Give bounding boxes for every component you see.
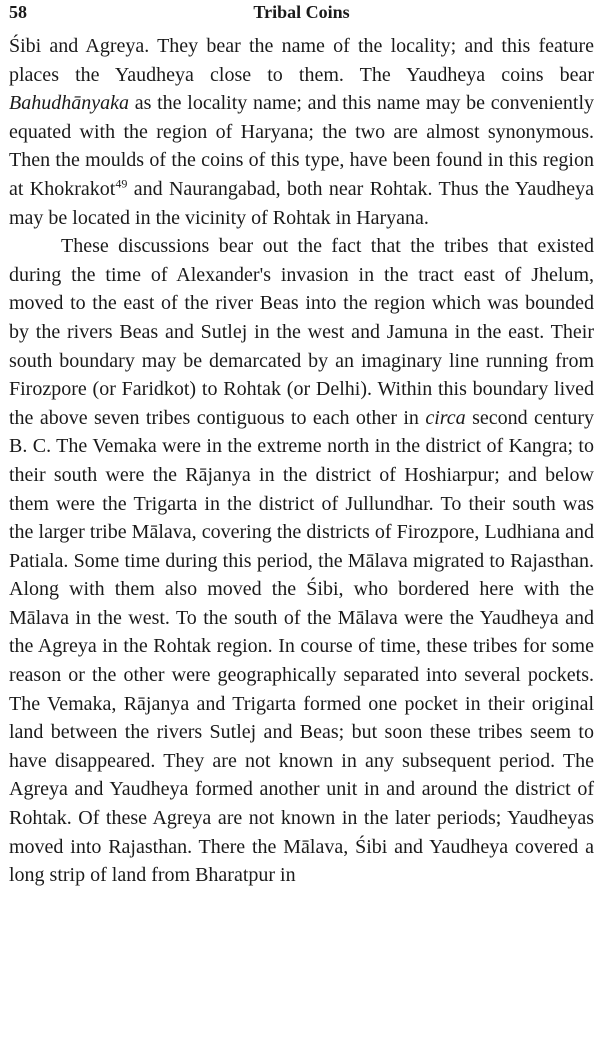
running-title: Tribal Coins [253, 2, 350, 22]
paragraph [9, 32, 594, 232]
footnote-ref: 49 [115, 176, 128, 191]
text-run: and Naurangabad, both near Rohtak. Thus the Yaudheya may be located in the vicinity of Rohtak in Haryana. [9, 177, 594, 229]
running-head [9, 0, 594, 28]
text-run: These discussions bear out the fact that the tribes that existed during the time of Alexander's invasion in the tract east of Jhelum, moved to the east of the river Beas into the region which was bounded by the rivers Beas and Sutlej in the west and Jamuna in the east. Their south boundary may be demarcated by an imaginary line running from Firozpore (or Faridkot) to Rohtak (or Delhi). Within this boundary lived the above seven tribes contiguous to each other in [9, 235, 594, 429]
text-run: as the locality name; and this name may be conveniently equated with the region of Haryana; the two are almost synonymous. Then the moulds of the coins of this type, have been found in this region at Khokrakot [9, 92, 594, 200]
italic-term: Bahudhānyaka [9, 92, 129, 115]
page-number: 58 [9, 2, 27, 22]
text-run: second century B. C. The Vemaka were in the extreme north in the district of Kangra; to their south were the Rājanya in the district of Hoshiarpur; and below them were the Trigarta in the district of Jullundhar. To their south was the larger tribe Mālava, covering the districts of Firozpore, Ludhiana and Patiala. Some time during this period, the Mālava migrated to Rajasthan. Along with them also moved the Śibi, who bordered here with the Mālava in the west. To the south of the Mālava were the Yaudheya and the Agreya in the Rohtak region. In course of time, these tribes for some reason or the other were geographically separated into several pockets. The Vemaka, Rājanya and Trigarta formed one pocket in their original land between the rivers Sutlej and Beas; but soon these tribes seem to have disappeared. They are not known in any subsequent period. The Agreya and Yaudheya formed another unit in and around the district of Rohtak. Of these Agreya are not known in the later periods; Yaudheyas moved into Rajasthan. There the Mālava, Śibi and Yaudheya covered a long strip of land from Bharatpur in [9, 406, 594, 887]
text-run: Śibi and Agreya. They bear the name of the locality; and this feature places the Yaudheya close to them. The Yaudheya coins bear [9, 35, 594, 86]
italic-term: circa [425, 406, 466, 429]
paragraph [9, 232, 594, 890]
body-text [9, 32, 594, 890]
